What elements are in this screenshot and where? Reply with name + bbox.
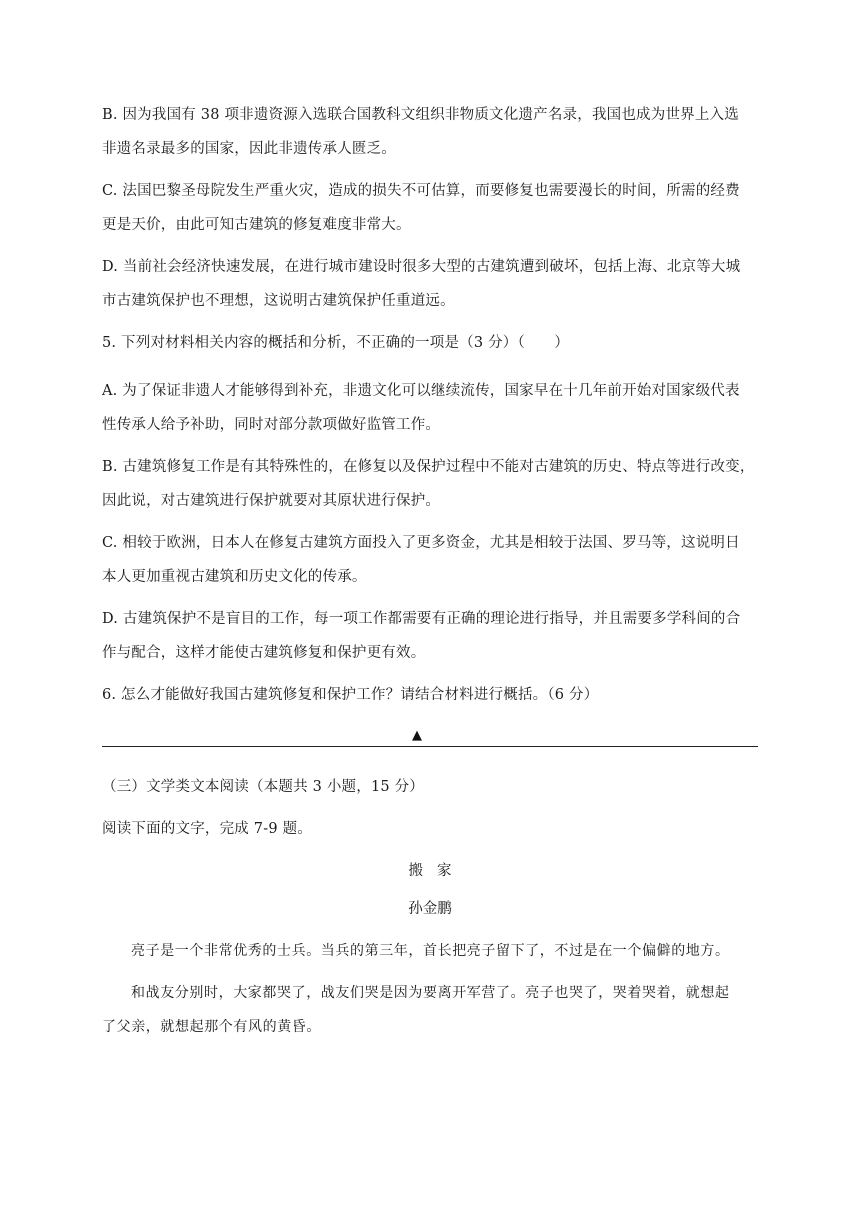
story-title: 搬家 — [408, 863, 466, 879]
section3-heading-block — [102, 770, 758, 804]
q4-option-c — [102, 174, 758, 242]
q5-option-d-line-1: D. 古建筑保护不是盲目的工作，每一项工作都需要有正确的理论进行指导，并且需要多学科间的合 — [102, 611, 741, 627]
section3-instruction-block — [102, 812, 758, 846]
answer-line-divider — [102, 746, 758, 747]
q5-option-b-line-1: B. 古建筑修复工作是有其特殊性的，在修复以及保护过程中不能对古建筑的历史、特点等进行改变， — [102, 459, 755, 475]
exam-page — [102, 98, 758, 1052]
story-paragraph-2-line-2: 了父亲，就想起那个有风的黄昏。 — [102, 1019, 321, 1035]
story-paragraph-1 — [102, 934, 758, 968]
q5-option-a — [102, 374, 758, 442]
story-paragraph-2 — [102, 976, 758, 1044]
story-paragraph-1-line-1: 亮子是一个非常优秀的士兵。当兵的第三年，首长把亮子留下了，不过是在一个偏僻的地方。 — [131, 943, 730, 959]
q4-option-c-line-2: 更是天价，由此可知古建筑的修复难度非常大。 — [102, 217, 411, 233]
story-body — [102, 934, 758, 1044]
section3-instruction: 阅读下面的文字，完成 7-9 题。 — [102, 821, 312, 837]
answer-triangle-icon: ▲ — [412, 728, 422, 743]
q4-option-c-line-1: C. 法国巴黎圣母院发生严重火灾，造成的损失不可估算，而要修复也需要漫长的时间，所需的经费 — [102, 183, 740, 199]
q4-option-b — [102, 98, 758, 166]
story-paragraph-2-line-1: 和战友分别时，大家都哭了，战友们哭是因为要离开军营了。亮子也哭了，哭着哭着，就想起 — [131, 985, 730, 1001]
q5-option-c-line-1: C. 相较于欧洲，日本人在修复古建筑方面投入了更多资金，尤其是相较于法国、罗马等，这说明日 — [102, 535, 740, 551]
q5-option-c-line-2: 本人更加重视古建筑和历史文化的传承。 — [102, 569, 367, 585]
q5-option-d — [102, 602, 758, 670]
q5-option-b — [102, 450, 758, 518]
q4-option-d-line-1: D. 当前社会经济快速发展，在进行城市建设时很多大型的古建筑遭到破坏，包括上海、北京等大城 — [102, 259, 741, 275]
q5-option-a-line-1: A. 为了保证非遗人才能够得到补充，非遗文化可以继续流传，国家早在十几年前开始对国家级代表 — [102, 383, 740, 399]
q5-option-c — [102, 526, 758, 594]
q5-option-b-line-2: 因此说，对古建筑进行保护就要对其原状进行保护。 — [102, 493, 441, 509]
q4-option-b-line-1: B. 因为我国有 38 项非遗资源入选联合国教科文组织非物质文化遗产名录，我国也成为世界上入选 — [102, 107, 739, 123]
q4-option-b-line-2: 非遗名录最多的国家，因此非遗传承人匮乏。 — [102, 141, 396, 157]
q6-answer-area — [102, 712, 758, 764]
q6-stem-block — [102, 678, 758, 712]
q5-stem: 5. 下列对材料相关内容的概括和分析，不正确的一项是（3 分）（ ） — [102, 335, 570, 351]
q4-option-d-line-2: 市古建筑保护也不理想，这说明古建筑保护任重道远。 — [102, 293, 455, 309]
q5-option-a-line-2: 性传承人给予补助，同时对部分款项做好监管工作。 — [102, 417, 441, 433]
q5-option-d-line-2: 作与配合，这样才能使古建筑修复和保护更有效。 — [102, 645, 426, 661]
q6-stem: 6. 怎么才能做好我国古建筑修复和保护工作？请结合材料进行概括。（6 分） — [102, 687, 599, 703]
q4-option-d — [102, 250, 758, 318]
story-author: 孙金鹏 — [408, 901, 452, 917]
section3-heading: （三）文学类文本阅读（本题共 3 小题，15 分） — [102, 779, 425, 795]
q5-stem-block — [102, 326, 758, 360]
